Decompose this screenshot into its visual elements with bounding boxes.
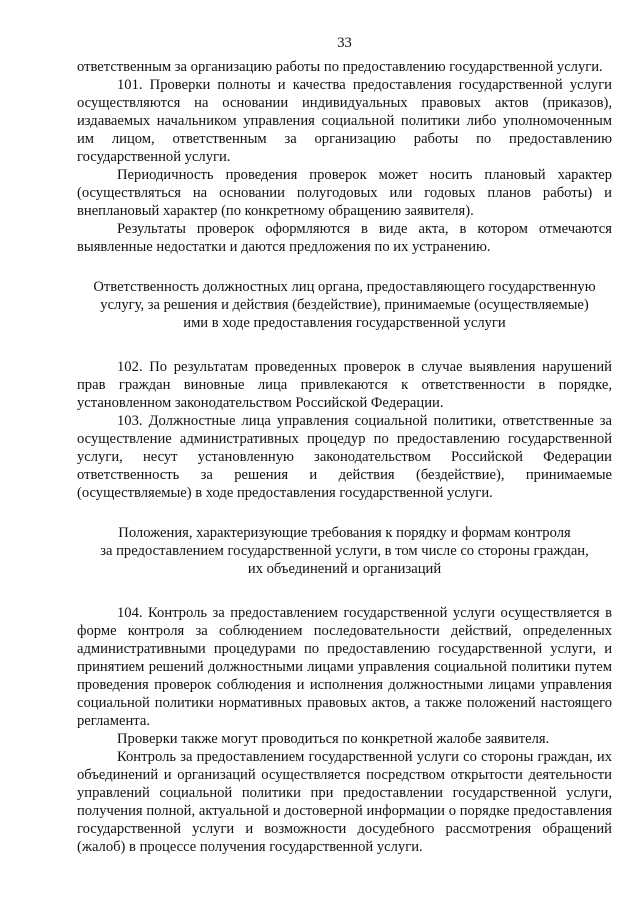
heading-line: услугу, за решения и действия (бездействие), принимаемые (осуществляемые) [100, 297, 589, 313]
section-heading-control [77, 524, 612, 578]
paragraph-103: 103. Должностные лица управления социальной политики, ответственные за осуществление административных процедур по предоставлению государственной услуги, несут установленную законодательством Российской Федерации ответственность за решения и действия (бездействие), принимаемые (осуществляемые) в ходе предоставления государственной услуги. [77, 413, 612, 501]
page-number: 33 [337, 35, 352, 51]
paragraph-periodicity: Периодичность проведения проверок может носить плановый характер (осуществляться на основании полугодовых или годовых планов работы) и внеплановый характер (по конкретному обращению заявителя). [77, 167, 612, 219]
heading-line: ими в ходе предоставления государственной услуги [183, 315, 506, 331]
section-heading-responsibility [77, 278, 612, 332]
heading-line: их объединений и организаций [247, 561, 442, 577]
paragraph-results: Результаты проверок оформляются в виде акта, в котором отмечаются выявленные недостатки и даются предложения по их устранению. [77, 221, 612, 255]
heading-line: за предоставлением государственной услуги, в том числе со стороны граждан, [100, 543, 589, 559]
paragraph-104: 104. Контроль за предоставлением государственной услуги осуществляется в форме контроля за соблюдением последовательности действий, определенных административными процедурами по предоставлению государственной услуги, и принятием решений должностными лицами управления социальной политики путем проведения проверок соблюдения и исполнения должностными лицами управления социальной политики нормативных правовых актов, а также положений настоящего регламента. [77, 605, 612, 729]
paragraph-continuation: ответственным за организацию работы по предоставлению государственной услуги. [77, 59, 603, 75]
paragraph-complaint-checks: Проверки также могут проводиться по конкретной жалобе заявителя. [117, 731, 550, 747]
paragraph-public-control: Контроль за предоставлением государственной услуги со стороны граждан, их объединений и организаций осуществляется посредством открытости деятельности управлений социальной политики при предоставлении государственной услуги, получения полной, актуальной и достоверной информации о порядке предоставления государственной услуги и возможности досудебного рассмотрения обращений (жалоб) в процессе получения государственной услуги. [77, 749, 612, 855]
paragraph-102: 102. По результатам проведенных проверок в случае выявления нарушений прав граждан виновные лица привлекаются к ответственности в порядке, установленном законодательством Российской Федерации. [77, 359, 612, 411]
paragraph-101: 101. Проверки полноты и качества предоставления государственной услуги осуществляются на основании индивидуальных правовых актов (приказов), издаваемых начальником управления социальной политики либо уполномоченным им лицом, ответственным за организацию работы по предоставлению государственной услуги. [77, 77, 612, 165]
heading-line: Положения, характеризующие требования к порядку и формам контроля [118, 525, 571, 541]
heading-line: Ответственность должностных лиц органа, предоставляющего государственную [93, 279, 596, 295]
